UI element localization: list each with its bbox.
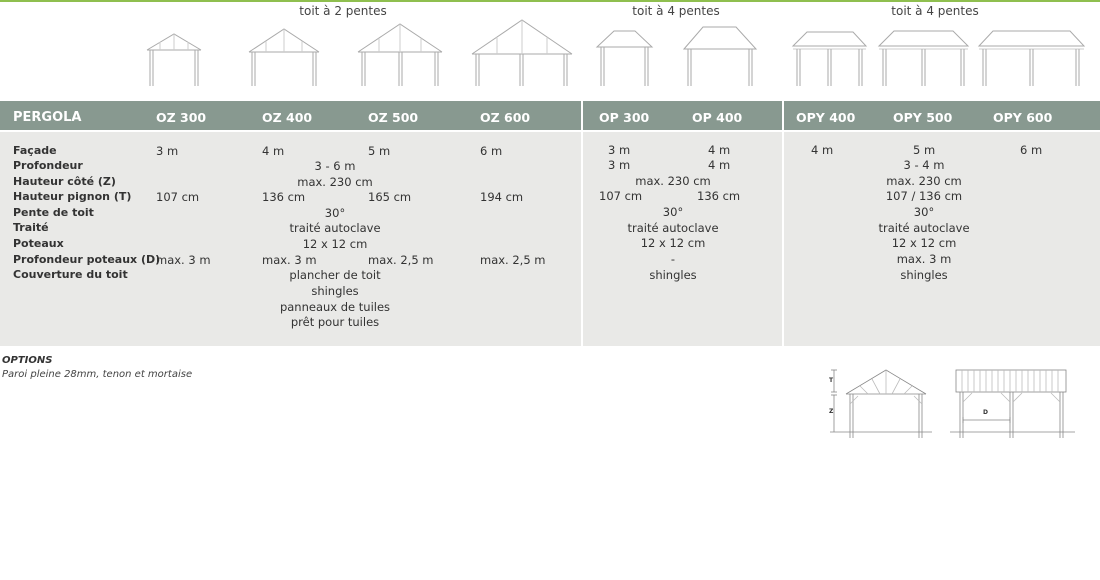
oz-poteaux: 12 x 12 cm [302, 237, 368, 251]
oz400-hauteur-pignon: 136 cm [262, 190, 306, 204]
table-header [0, 101, 1100, 130]
header-op400: OP 400 [692, 110, 743, 125]
oz-couverture-2: shingles [311, 284, 359, 298]
header-pergola: PERGOLA [13, 110, 82, 125]
oz300-facade: 3 m [156, 144, 179, 158]
sketch-op300 [597, 31, 652, 86]
oz-hauteur-cote: max. 230 cm [297, 175, 373, 189]
sketch-opy600 [979, 31, 1084, 86]
oz500-facade: 5 m [368, 144, 391, 158]
oz600-facade: 6 m [480, 144, 503, 158]
sketch-oz400 [249, 29, 319, 86]
label-facade: Façade [13, 144, 57, 157]
header-opy600: OPY 600 [993, 110, 1053, 125]
header-oz500: OZ 500 [368, 110, 419, 125]
op-poteaux: 12 x 12 cm [640, 236, 706, 250]
oz400-facade: 4 m [262, 144, 285, 158]
label-hauteur-pignon: Hauteur pignon (T) [13, 190, 132, 203]
sketch-oz300 [147, 34, 201, 86]
opy-pente: 30° [913, 205, 935, 219]
dimension-label-d: D [983, 409, 988, 416]
dimension-diagrams [820, 362, 1080, 442]
column-divider [782, 132, 784, 346]
oz-profondeur: 3 - 6 m [314, 159, 356, 173]
header-oz300: OZ 300 [156, 110, 207, 125]
sketch-opy500 [879, 31, 968, 86]
oz300-profondeur-poteaux: max. 3 m [156, 253, 211, 267]
options-text: Paroi pleine 28mm, tenon et mortaise [2, 369, 193, 380]
op-profondeur-poteaux: - [670, 252, 676, 266]
dimension-diagram-svg [820, 362, 1080, 442]
opy-profondeur: 3 - 4 m [903, 158, 945, 172]
sketch-opy400 [793, 32, 866, 86]
opy-hauteur-pignon: 107 / 136 cm [885, 189, 963, 203]
header-oz600: OZ 600 [480, 110, 531, 125]
header-op300: OP 300 [599, 110, 650, 125]
sketch-oz600 [472, 20, 572, 86]
label-profondeur: Profondeur [13, 159, 83, 172]
opy400-facade: 4 m [811, 143, 834, 157]
op-pente: 30° [662, 205, 684, 219]
label-hauteur-cote: Hauteur côté (Z) [13, 175, 116, 188]
op300-hauteur-pignon: 107 cm [599, 189, 643, 203]
group-title-2-pentes: toit à 2 pentes [299, 4, 387, 18]
dimension-label-z: Z [829, 408, 834, 415]
oz600-profondeur-poteaux: max. 2,5 m [480, 253, 546, 267]
label-couverture: Couverture du toit [13, 268, 128, 281]
opy-profondeur-poteaux: max. 3 m [896, 252, 952, 266]
label-pente: Pente de toit [13, 206, 94, 219]
label-profondeur-poteaux: Profondeur poteaux (D) [13, 253, 161, 266]
op300-profondeur: 3 m [608, 158, 631, 172]
group-title-4-pentes-op: toit à 4 pentes [632, 4, 720, 18]
oz600-hauteur-pignon: 194 cm [480, 190, 524, 204]
oz500-hauteur-pignon: 165 cm [368, 190, 412, 204]
op400-facade: 4 m [708, 143, 731, 157]
label-poteaux: Poteaux [13, 237, 64, 250]
sketch-op400 [684, 27, 756, 86]
op-couverture: shingles [649, 268, 697, 282]
header-oz400: OZ 400 [262, 110, 313, 125]
op300-facade: 3 m [608, 143, 631, 157]
op-traite: traité autoclave [627, 221, 719, 235]
oz300-hauteur-pignon: 107 cm [156, 190, 200, 204]
opy600-facade: 6 m [1020, 143, 1043, 157]
oz500-profondeur-poteaux: max. 2,5 m [368, 253, 434, 267]
header-divider [782, 101, 784, 130]
oz-traite: traité autoclave [289, 221, 381, 235]
header-divider [581, 101, 583, 130]
oz-couverture-1: plancher de toit [289, 268, 381, 282]
header-opy400: OPY 400 [796, 110, 856, 125]
dimension-label-t: T [829, 377, 834, 384]
column-divider [581, 132, 583, 346]
oz-pente: 30° [324, 206, 346, 220]
opy-traite: traité autoclave [878, 221, 970, 235]
opy-hauteur-cote: max. 230 cm [886, 174, 962, 188]
top-accent-line [0, 0, 1100, 2]
pergola-sketches [0, 14, 1100, 90]
oz-couverture-4: prêt pour tuiles [290, 315, 380, 329]
options-title: OPTIONS [2, 355, 53, 366]
op-hauteur-cote: max. 230 cm [635, 174, 711, 188]
oz-couverture-3: panneaux de tuiles [279, 300, 391, 314]
oz400-profondeur-poteaux: max. 3 m [262, 253, 317, 267]
op400-hauteur-pignon: 136 cm [697, 189, 741, 203]
label-traite: Traité [13, 221, 49, 234]
header-opy500: OPY 500 [893, 110, 953, 125]
op400-profondeur: 4 m [708, 158, 731, 172]
sketch-oz500 [358, 24, 442, 86]
opy-couverture: shingles [900, 268, 948, 282]
opy500-facade: 5 m [913, 143, 936, 157]
spec-table [0, 132, 1100, 346]
opy-poteaux: 12 x 12 cm [891, 236, 957, 250]
group-title-4-pentes-opy: toit à 4 pentes [891, 4, 979, 18]
